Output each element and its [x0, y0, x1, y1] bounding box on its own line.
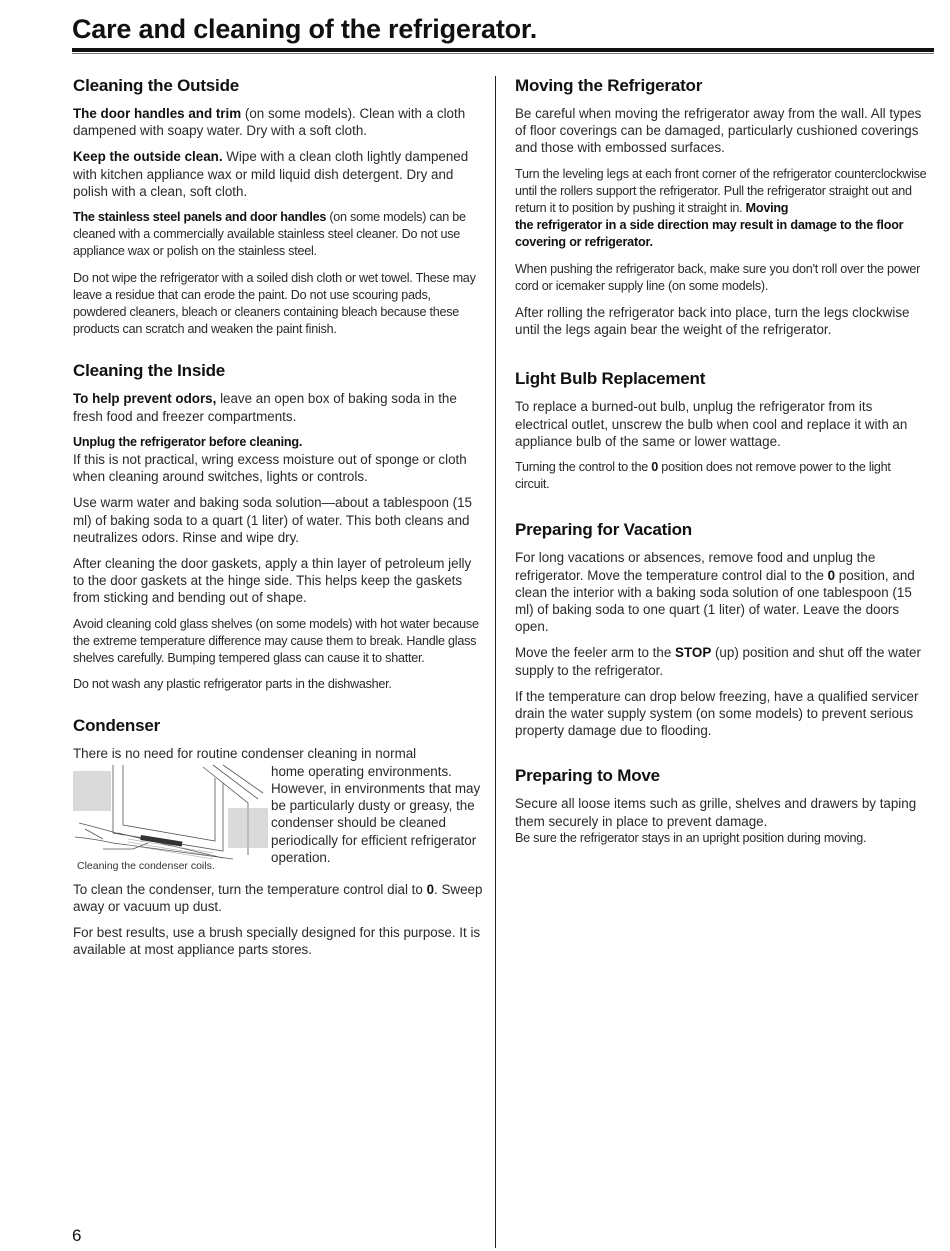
paragraph: When pushing the refrigerator back, make sure you don't roll over the power cord or icemaker supply line (on some models). — [515, 261, 921, 293]
bold-inline: 0 — [426, 881, 435, 897]
right-column — [515, 76, 927, 856]
paragraph: After cleaning the door gaskets, apply a thin layer of petroleum jelly to the door gaskets at the hinge side. This helps keep the gaskets from sticking and bending out of shape. — [73, 556, 472, 606]
heading-moving: Moving the Refrigerator — [515, 76, 703, 95]
paragraph: For best results, use a brush specially designed for this purpose. It is available at most appliance parts stores. — [73, 925, 481, 958]
paragraph-text: (on some models). Clean with a cloth dampened with soapy water. Dry with a soft cloth. — [73, 106, 466, 139]
paragraph — [73, 209, 485, 261]
section-cleaning-outside — [73, 76, 485, 338]
paragraph: To replace a burned-out bulb, unplug the refrigerator from its electrical outlet, unscrew the bulb when cool and replace it with an appliance bulb of the same or lower wattage. — [515, 399, 908, 449]
heading-cleaning-inside: Cleaning the Inside — [73, 361, 226, 381]
bold-lead: Unplug the refrigerator before cleaning. — [73, 434, 303, 449]
heading-condenser: Condenser — [73, 716, 160, 736]
paragraph: Avoid cleaning cold glass shelves (on some models) with hot water because the extreme temperature difference may cause them to break. Handle glass shelves carefully. Bumping tempered glass can cause it to shatter. — [73, 616, 479, 666]
section-cleaning-inside — [73, 361, 485, 693]
paragraph — [73, 434, 485, 486]
bold-inline: 0 — [651, 460, 659, 475]
paragraph: After rolling the refrigerator back into place, turn the legs clockwise until the legs again bear the weight of the refrigerator. — [515, 305, 910, 338]
paragraph — [515, 166, 927, 252]
paragraph: Be careful when moving the refrigerator away from the wall. All types of floor coverings can be damaged, particularly cushioned coverings and those with embossed surfaces. — [515, 106, 922, 156]
section-light-bulb — [515, 369, 927, 493]
paragraph-text: Turning the control to the — [515, 460, 652, 475]
paragraph-text: To clean the condenser, turn the temperature control dial to — [73, 881, 427, 897]
bold-lead: Keep the outside clean. — [73, 149, 223, 165]
paragraph-text: . Sweep away or vacuum up dust. — [73, 881, 483, 914]
paragraph-text: position does not remove power to the light circuit. — [515, 460, 891, 492]
bold-lead: The door handles and trim — [73, 106, 242, 121]
paragraph-beside-figure: home operating environments. However, in environments that may be particularly dusty or greasy, the condenser should be cleaned periodically for efficient refrigerator operation. — [271, 763, 481, 865]
paragraph-text: Move the feeler arm to the — [515, 645, 676, 661]
bold-warning: the refrigerator in a side direction may result in damage to the floor covering or refrigerator. — [515, 218, 904, 250]
heading-vacation: Preparing for Vacation — [515, 520, 692, 540]
page-number: 6 — [72, 1226, 82, 1245]
paragraph — [515, 459, 927, 493]
column-divider — [495, 76, 496, 1248]
paragraph: If the temperature can drop below freezing, have a qualified servicer drain the water supply system (on some models) to prevent serious property damage due to flooding. — [515, 688, 919, 739]
heading-light-bulb: Light Bulb Replacement — [515, 369, 706, 389]
paragraph: Secure all loose items such as grille, shelves and drawers by taping them securely in place to prevent damage. — [515, 796, 917, 829]
paragraph — [515, 644, 927, 678]
bold-inline: 0 — [827, 567, 836, 583]
bold-inline: Moving — [745, 201, 789, 216]
paragraph-text: (on some models) can be cleaned with a commercially available stainless steel cleaner. Do not use appliance wax or polish on the stainless steel. — [73, 210, 466, 259]
paragraph: There is no need for routine condenser cleaning in normal — [73, 746, 417, 762]
title-rule — [72, 48, 934, 52]
paragraph — [515, 549, 927, 635]
bold-lead: The stainless steel panels and door handles — [73, 210, 327, 225]
heading-preparing-to-move: Preparing to Move — [515, 766, 660, 786]
bold-lead: To help prevent odors, — [73, 391, 217, 407]
paragraph-text: Turn the leveling legs at each front corner of the refrigerator counterclockwise until the rollers support the refrigerator. Pull the refrigerator straight out and return it to position by pushing it straight in. — [515, 166, 927, 216]
condenser-figure-block — [73, 763, 485, 875]
paragraph-text: For long vacations or absences, remove food and unplug the refrigerator. Move the temperature control dial to the — [515, 550, 876, 583]
paragraph: Do not wipe the refrigerator with a soiled dish cloth or wet towel. These may leave a residue that can erode the paint. Do not use scouring pads, powdered cleaners, bleach or cleaners containing bleach because these products can scratch and weaken the paint finish. — [73, 270, 476, 337]
section-vacation — [515, 520, 927, 739]
paragraph: Use warm water and baking soda solution—about a tablespoon (15 ml) of baking soda to a quart (1 liter) of water. This both cleans and neutralizes odors. Rinse and wipe dry. — [73, 495, 472, 545]
title-rule-thin — [72, 53, 934, 54]
paragraph-text: leave an open box of baking soda in the fresh food and freezer compartments. — [73, 391, 457, 424]
paragraph-text: If this is not practical, wring excess moisture out of sponge or cloth when cleaning around switches, lights or controls. — [73, 452, 467, 485]
paragraph: Be sure the refrigerator stays in an upright position during moving. — [515, 830, 867, 845]
section-moving — [515, 76, 927, 338]
paragraph: Do not wash any plastic refrigerator parts in the dishwasher. — [73, 677, 392, 692]
section-condenser — [73, 716, 485, 958]
heading-cleaning-outside: Cleaning the Outside — [73, 76, 240, 95]
figure-caption: Cleaning the condenser coils. — [77, 859, 215, 872]
paragraph — [73, 881, 485, 915]
section-preparing-to-move — [515, 766, 927, 847]
paragraph — [73, 148, 485, 200]
condenser-cleaning-illustration — [73, 763, 271, 863]
paragraph — [73, 105, 485, 139]
paragraph — [73, 390, 485, 424]
left-column — [73, 76, 485, 968]
bold-inline: STOP — [675, 645, 712, 661]
page-title: Care and cleaning of the refrigerator. — [72, 14, 538, 44]
paragraph-text: (up) position and shut off the water supply to the refrigerator. — [515, 645, 921, 678]
paragraph-text: Wipe with a clean cloth lightly dampened with kitchen appliance wax or mild liquid dish detergent. Dry and polish with a clean, soft cloth. — [73, 149, 469, 199]
paragraph-text: position, and clean the interior with a baking soda solution of one tablespoon (15 ml) of baking soda to one quart (1 liter) of water. Leave the doors open. — [515, 567, 915, 635]
